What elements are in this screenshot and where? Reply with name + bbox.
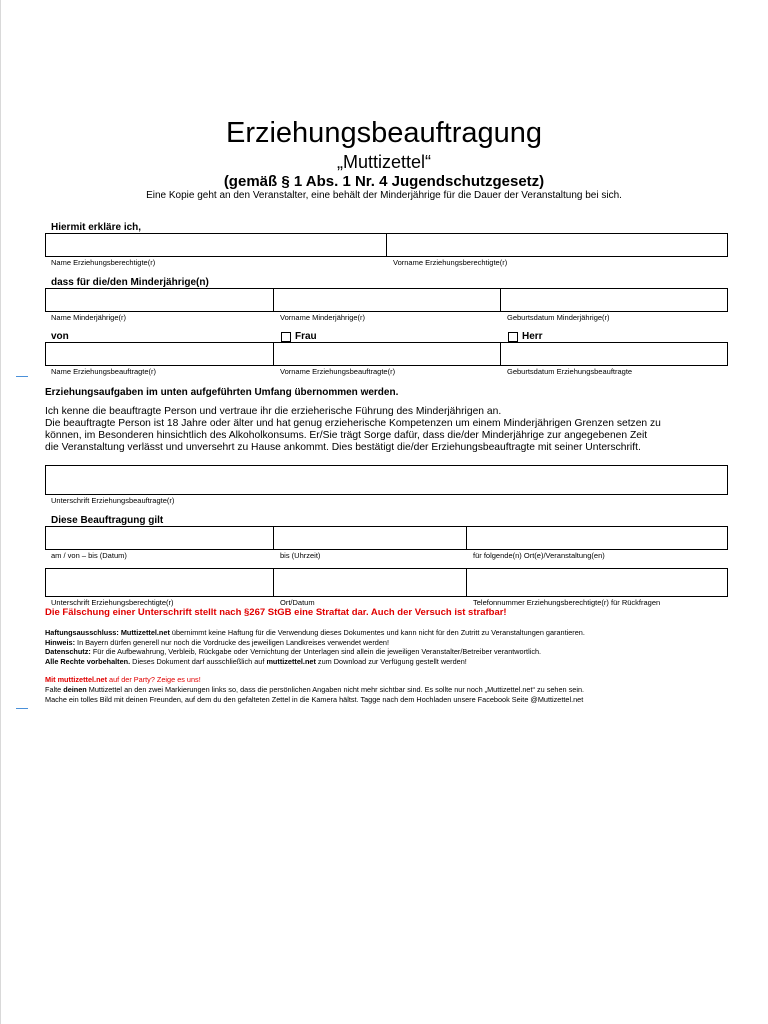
- field-minor-firstname[interactable]: [273, 288, 501, 312]
- privacy-label: Datenschutz:: [45, 647, 91, 656]
- party-text: auf der Party? Zeige es uns!: [107, 675, 201, 684]
- field-minor-birthdate[interactable]: [500, 288, 728, 312]
- disclaimer-rights: [45, 657, 745, 666]
- rights-text: Dieses Dokument darf ausschließlich auf: [130, 657, 267, 666]
- tasks-heading: Erziehungsaufgaben im unten aufgeführten Umfang übernommen werden.: [45, 387, 399, 398]
- privacy-text: Für die Aufbewahrung, Verbleib, Rückgabe oder Vernichtung der Unterlagen sind allein die jeweiligen Veranstalter/Betreiber verantwortlich.: [90, 647, 542, 656]
- label-venue: für folgende(n) Ort(e)/Veranstaltung(en): [473, 551, 605, 560]
- paragraph-line: Die beauftragte Person ist 18 Jahre oder älter und hat genug erzieherische Kompetenzen um einem Minderjährigen Grenzen setzen zu: [45, 418, 661, 429]
- label-delegate-birthdate: Geburtsdatum Erziehungsbeauftragte: [507, 367, 633, 376]
- fold-text: Falte: [45, 685, 64, 694]
- fold-marker-bottom: [16, 708, 28, 709]
- field-guardian-signature[interactable]: [45, 568, 274, 597]
- label-end-time: bis (Uhrzeit): [280, 551, 321, 560]
- party-brand: Mit muttizettel.net: [45, 675, 108, 684]
- label-guardian-lastname: Name Erziehungsberechtigte(r): [51, 258, 156, 267]
- photo-instructions: Mache ein tolles Bild mit deinen Freunden, auf dem du den gefalteten Zettel in die Kamera hältst. Tagge nach dem Hochladen unsere Facebook Seite @Muttizettel.net: [45, 695, 584, 704]
- field-guardian-lastname[interactable]: [45, 233, 387, 257]
- disclaimer-privacy: [45, 647, 745, 656]
- validity-heading: Diese Beauftragung gilt: [51, 515, 164, 526]
- paragraph-line: die Veranstaltung verlässt und unversehrt zu Hause ankommt. Dies bestätigt die/der Erziehungsbeauftragte mit seiner Unterschrift.: [45, 442, 641, 453]
- field-date-range[interactable]: [45, 526, 274, 550]
- field-place-date[interactable]: [273, 568, 467, 597]
- checkbox-herr-label: Herr: [522, 331, 543, 342]
- paragraph-line: können, im Besonderen hinsichtlich des Alkoholkonsums. Er/Sie trägt Sorge dafür, dass die/der Minderjährige zur angegebenen Zeit: [45, 430, 648, 441]
- checkbox-frau[interactable]: [281, 332, 291, 342]
- brand-name: Muttizettel.net: [120, 628, 170, 637]
- party-callout: [45, 675, 745, 684]
- label-place-date: Ort/Datum: [280, 598, 315, 607]
- label-date-range: am / von – bis (Datum): [51, 551, 127, 560]
- field-delegate-signature[interactable]: [45, 465, 728, 495]
- hint-text: In Bayern dürfen generell nur noch die Vordrucke des jeweiligen Landkreises verwendet werden!: [75, 638, 389, 647]
- field-guardian-phone[interactable]: [466, 568, 728, 597]
- label-guardian-signature: Unterschrift Erziehungsberechtigte(r): [51, 598, 174, 607]
- section-heading-minor: dass für die/den Minderjährige(n): [51, 277, 209, 288]
- field-delegate-firstname[interactable]: [273, 342, 501, 366]
- label-minor-birthdate: Geburtsdatum Minderjährige(r): [507, 313, 610, 322]
- brand-name: muttizettel.net: [266, 657, 316, 666]
- law-reference: (gemäß § 1 Abs. 1 Nr. 4 Jugendschutzgesetz): [223, 173, 545, 190]
- fold-emphasis: deinen: [63, 685, 87, 694]
- paragraph-line: Ich kenne die beauftragte Person und vertraue ihr die erzieherische Führung des Minderjährigen an.: [45, 406, 502, 417]
- fold-marker-top: [16, 376, 28, 377]
- field-guardian-firstname[interactable]: [386, 233, 728, 257]
- label-guardian-phone: Telefonnummer Erziehungsberechtigte(r) für Rückfragen: [473, 598, 661, 607]
- field-delegate-lastname[interactable]: [45, 342, 274, 366]
- label-von: von: [51, 331, 69, 342]
- field-end-time[interactable]: [273, 526, 467, 550]
- field-minor-lastname[interactable]: [45, 288, 274, 312]
- copy-note: Eine Kopie geht an den Veranstalter, eine behält der Minderjährige für die Dauer der Veranstaltung bei sich.: [146, 190, 622, 201]
- disclaimer-liability: [45, 628, 745, 637]
- rights-text: zum Download zur Verfügung gestellt werden!: [315, 657, 467, 666]
- checkbox-frau-label: Frau: [295, 331, 317, 342]
- label-delegate-signature: Unterschrift Erziehungsbeauftragte(r): [51, 496, 175, 505]
- disclaimer-label: Haftungsausschluss:: [45, 628, 119, 637]
- section-heading-declaration: Hiermit erkläre ich,: [51, 222, 142, 233]
- label-guardian-firstname: Vorname Erziehungsberechtigte(r): [393, 258, 508, 267]
- disclaimer-hint: [45, 638, 745, 647]
- forgery-warning: Die Fälschung einer Unterschrift stellt nach §267 StGB eine Straftat dar. Auch der Versuch ist strafbar!: [45, 607, 507, 618]
- field-venue[interactable]: [466, 526, 728, 550]
- fold-instructions: [45, 685, 745, 694]
- disclaimer-text: übernimmt keine Haftung für die Verwendung dieses Dokumentes und kann nicht für den Zutritt zu Veranstaltungen garantieren.: [169, 628, 585, 637]
- fold-text: Muttizettel an den zwei Markierungen links so, dass die persönlichen Angaben nicht mehr sichtbar sind. Es sollte nur noch „Muttizettel.net“ zu sehen sein.: [86, 685, 585, 694]
- document-subtitle: „Muttizettel“: [336, 152, 432, 172]
- checkbox-herr[interactable]: [508, 332, 518, 342]
- document-title: Erziehungsbeauftragung: [225, 117, 542, 149]
- field-delegate-birthdate[interactable]: [500, 342, 728, 366]
- label-delegate-lastname: Name Erziehungsbeauftragte(r): [51, 367, 157, 376]
- declaration-paragraph: [45, 406, 735, 454]
- rights-label: Alle Rechte vorbehalten.: [45, 657, 131, 666]
- label-minor-lastname: Name Minderjährige(r): [51, 313, 127, 322]
- label-minor-firstname: Vorname Minderjährige(r): [280, 313, 366, 322]
- label-delegate-firstname: Vorname Erziehungsbeauftragte(r): [280, 367, 396, 376]
- hint-label: Hinweis:: [45, 638, 76, 647]
